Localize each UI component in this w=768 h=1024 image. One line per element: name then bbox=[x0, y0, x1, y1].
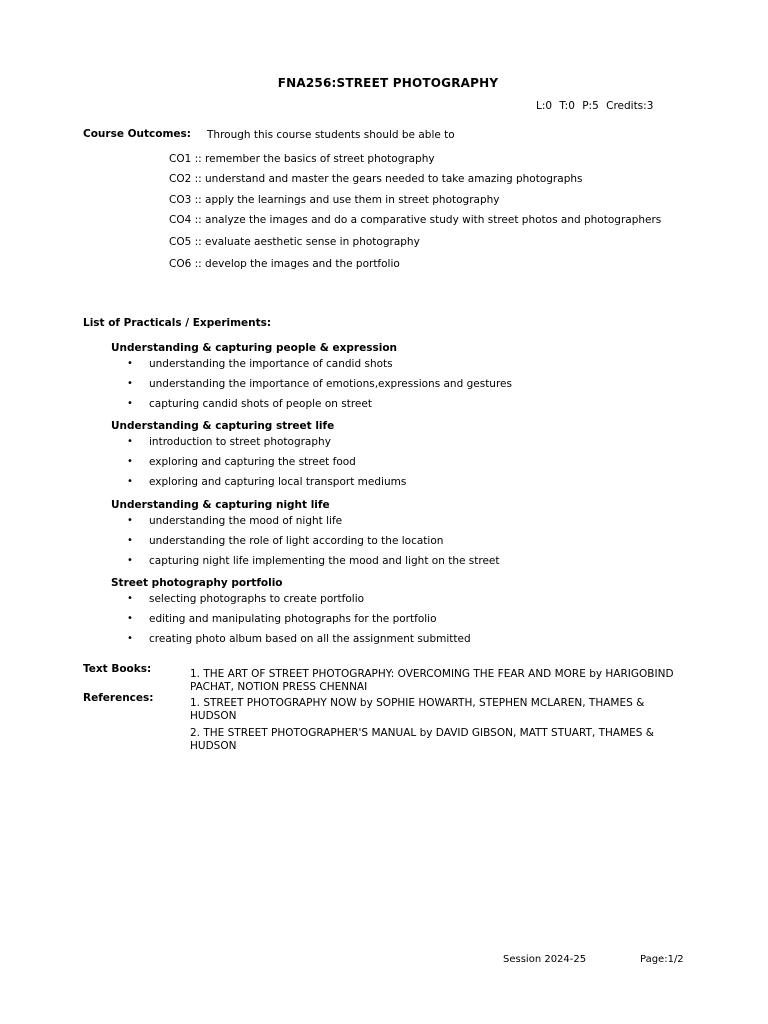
bullet-icon: • bbox=[127, 515, 133, 526]
bullet-icon: • bbox=[127, 358, 133, 369]
bullet-icon: • bbox=[127, 456, 133, 467]
bullet-icon: • bbox=[127, 398, 133, 409]
practical-section-heading: Understanding & capturing street life bbox=[111, 420, 335, 432]
reference-item: 1. STREET PHOTOGRAPHY NOW by SOPHIE HOWARTH, STEPHEN MCLAREN, THAMES & HUDSON bbox=[190, 697, 645, 722]
credits-line: L:0 T:0 P:5 Credits:3 bbox=[536, 100, 654, 112]
course-outcomes-intro: Through this course students should be able to bbox=[207, 129, 455, 141]
course-outcome-item: CO1 :: remember the basics of street photography bbox=[169, 153, 435, 165]
bullet-icon: • bbox=[127, 436, 133, 447]
bullet-icon: • bbox=[127, 378, 133, 389]
practical-section-heading: Street photography portfolio bbox=[111, 577, 283, 589]
course-outcome-item: CO2 :: understand and master the gears needed to take amazing photographs bbox=[169, 173, 583, 185]
course-outcomes-label: Course Outcomes: bbox=[83, 128, 191, 140]
reference-item: 2. THE STREET PHOTOGRAPHER'S MANUAL by DAVID GIBSON, MATT STUART, THAMES & HUDSON bbox=[190, 727, 654, 752]
bullet-icon: • bbox=[127, 535, 133, 546]
references-label: References: bbox=[83, 692, 154, 704]
practicals-label: List of Practicals / Experiments: bbox=[83, 317, 272, 329]
text-books-label: Text Books: bbox=[83, 663, 152, 675]
practical-section-heading: Understanding & capturing night life bbox=[111, 499, 330, 511]
course-outcome-item: CO4 :: analyze the images and do a comparative study with street photos and photographers bbox=[169, 214, 662, 226]
practical-section-heading: Understanding & capturing people & expression bbox=[111, 342, 398, 354]
text-book-item: 1. THE ART OF STREET PHOTOGRAPHY: OVERCOMING THE FEAR AND MORE by HARIGOBIND PACHAT, NOTION PRESS CHENNAI bbox=[190, 668, 674, 693]
document-title: FNA256:STREET PHOTOGRAPHY bbox=[277, 76, 499, 90]
page-number: Page:1/2 bbox=[640, 954, 684, 965]
bullet-icon: • bbox=[127, 593, 133, 604]
document-page: FNA256:STREET PHOTOGRAPHY L:0 T:0 P:5 Credits:3 Course Outcomes: Through this course students should be able to CO1 :: remember the basics of street photography CO2 :: understand and master the gears needed to take amazing photographs CO3 :: apply the learnings and use them in street photography CO4 :: analyze the images and do a comparative study with street photos and photographers CO5 :: evaluate aesthetic sense in photography CO6 :: develop the images and the portfolio List of Practicals / Experiments: Understanding & capturing people & expression • understanding the importance of candid shots • understanding the importance of emotions,expressions and gestures • capturing candid shots of people on street Understanding & capturing street life • introduction to street photography • exploring and capturing the street food • exploring and capturing local transport mediums Understanding & capturing night life • understanding the mood of night life • understanding the role of light according to the location • capturing night life implementing the mood and light on the street Street photography portfolio • selecting photographs to create portfolio • editing and manipulating photographs for the portfolio • creating photo album based on all the assignment submitted Text Books: 1. THE ART OF STREET PHOTOGRAPHY: OVERCOMING THE FEAR AND MORE by HARIGOBIND PACHAT, NOTION PRESS CHENNAI References: 1. STREET PHOTOGRAPHY NOW by SOPHIE HOWARTH, STEPHEN MCLAREN, THAMES & HUDSON 2. THE STREET PHOTOGRAPHER'S MANUAL by DAVID GIBSON, MATT STUART, THAMES & HUDSON Session 2024-25 Page:1/2 bbox=[0, 0, 768, 1024]
bullet-icon: • bbox=[127, 476, 133, 487]
bullet-icon: • bbox=[127, 633, 133, 644]
course-outcome-item: CO6 :: develop the images and the portfolio bbox=[169, 258, 400, 270]
course-outcome-item: CO3 :: apply the learnings and use them in street photography bbox=[169, 194, 500, 206]
session-footer: Session 2024-25 bbox=[503, 954, 587, 965]
course-outcome-item: CO5 :: evaluate aesthetic sense in photography bbox=[169, 236, 420, 248]
bullet-icon: • bbox=[127, 613, 133, 624]
bullet-icon: • bbox=[127, 555, 133, 566]
